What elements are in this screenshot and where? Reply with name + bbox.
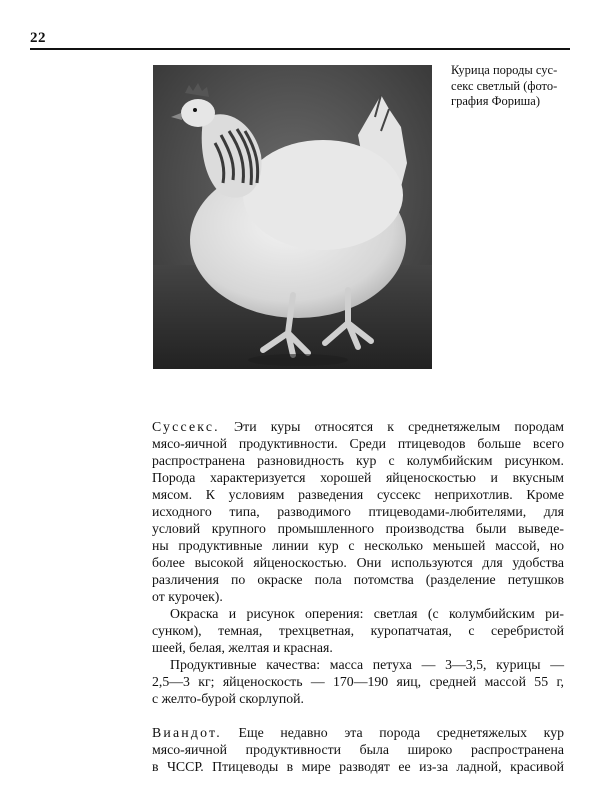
text-line: 2,5—3 кг; яйценоскость — 170—190 яиц, средней массой 55 г, bbox=[152, 674, 564, 689]
productivity-paragraph bbox=[152, 656, 564, 707]
header-rule bbox=[30, 48, 570, 50]
figure-caption bbox=[451, 63, 576, 110]
caption-line: секс светлый (фото- bbox=[451, 78, 558, 93]
article-body bbox=[152, 418, 564, 775]
breed-term-wyandotte: Виандот. bbox=[152, 725, 222, 740]
caption-line: Курица породы сус- bbox=[451, 63, 558, 77]
text-line: от курочек). bbox=[152, 589, 223, 604]
text-line: условий крупного промышленного производства были выведе- bbox=[152, 521, 564, 536]
text-line: Порода характеризуется хорошей яйценоскостью и вкусным bbox=[152, 470, 564, 485]
page-number: 22 bbox=[30, 30, 46, 46]
text-line: Виандот. Еще недавно эта порода среднетяжелых кур bbox=[152, 725, 564, 740]
text-line: мясом. К условиям разведения суссекс неприхотлив. Кроме bbox=[152, 487, 564, 502]
wyandotte-paragraph bbox=[152, 724, 564, 775]
text-line: Окраска и рисунок оперения: светлая (с колумбийским ри- bbox=[170, 606, 564, 621]
chicken-photo bbox=[153, 65, 432, 369]
plumage-paragraph bbox=[152, 605, 564, 656]
text-line: Суссекс. Эти куры относятся к среднетяжелым породам bbox=[152, 419, 564, 434]
breed-term-sussex: Суссекс. bbox=[152, 419, 220, 434]
text-line: более высокой яйценоскостью. Они используются для удобства bbox=[152, 555, 564, 570]
text-line: с желто-бурой скорлупой. bbox=[152, 691, 304, 706]
sussex-paragraph bbox=[152, 418, 564, 605]
text-line: шеей, белая, желтая и красная. bbox=[152, 640, 333, 655]
text-line: ны продуктивные линии кур с несколько меньшей массой, но bbox=[152, 538, 564, 553]
text-line: сунком), темная, трехцветная, куропатчатая, с серебристой bbox=[152, 623, 564, 638]
section-gap bbox=[152, 707, 564, 724]
text-line: распространена разновидность кур с колумбийским рисунком. bbox=[152, 453, 564, 468]
text-line: различения по окраске пола потомства (разделение петушков bbox=[152, 572, 564, 587]
text-line: Продуктивные качества: масса петуха — 3—3,5, курицы — bbox=[170, 657, 564, 672]
text-line: мясо-яичной продуктивности. Среди птицеводов больше всего bbox=[152, 436, 564, 451]
caption-line: графия Фориша) bbox=[451, 94, 540, 108]
text-line: в ЧССР. Птицеводы в мире разводят ее из-за ладной, красивой bbox=[152, 759, 564, 774]
text-line: мясо-яичной продуктивности была широко распространена bbox=[152, 742, 564, 757]
text-line: исходного типа, разводимого птицеводами-любителями, для bbox=[152, 504, 564, 519]
